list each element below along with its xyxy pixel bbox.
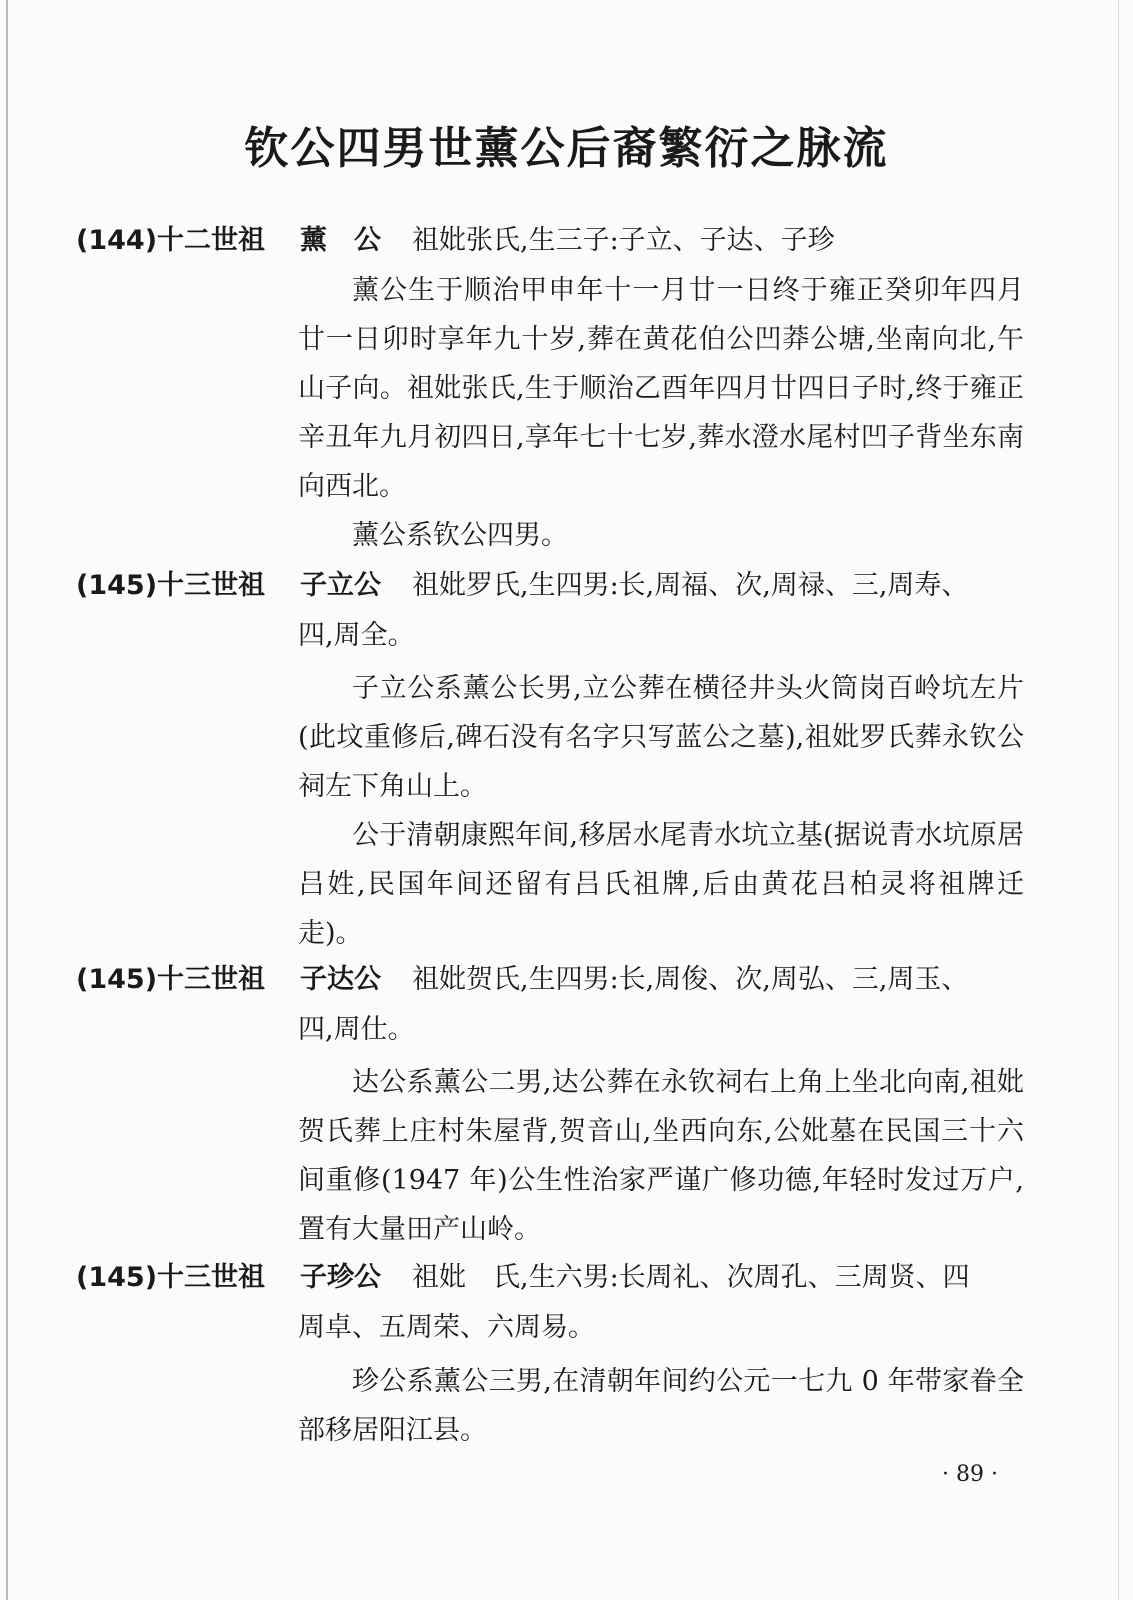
entry-paragraph: 珍公系薰公三男,在清朝年间约公元一七九 0 年带家眷全部移居阳江县。 [298, 1366, 1024, 1446]
page-title: 钦公四男世薰公后裔繁衍之脉流 [244, 123, 889, 174]
entry-header [76, 955, 1076, 1005]
entry-summary-continued: 周卓、五周荣、六周易。 [298, 1312, 595, 1343]
entry-summary-continued: 四,周全。 [298, 620, 415, 651]
ancestor-name: 薰 公 [300, 225, 381, 256]
entry-paragraph: 公于清朝康熙年间,移居水尾青水坑立基(据说青水坑原居吕姓,民国年间还留有吕氏祖牌,后由黄花吕柏灵将祖牌迁走)。 [298, 820, 1024, 949]
page-number: · 89 · [942, 1462, 998, 1487]
scan-edge [6, 0, 8, 1600]
generation-label: (144)十二世祖 [76, 225, 266, 256]
entry-paragraph: 达公系薰公二男,达公葬在永钦祠右上角上坐北向南,祖妣贺氏葬上庄村朱屋背,贺音山,坐西向东,公妣墓在民国三十六间重修(1947 年)公生性治家严谨广修功德,年轻时发过万户,置有大量田产山岭。 [298, 1067, 1024, 1245]
scan-edge-right [1118, 0, 1119, 1600]
entry-summary: 祖妣罗氏,生四男:长,周福、次,周禄、三,周寿、 [412, 570, 969, 601]
entry-summary: 祖妣贺氏,生四男:长,周俊、次,周弘、三,周玉、 [412, 964, 969, 995]
generation-label: (145)十三世祖 [76, 570, 266, 601]
entry-header [76, 561, 1076, 611]
generation-label: (145)十三世祖 [76, 964, 266, 995]
entry-summary: 祖妣 氏,生六男:长周礼、次周孔、三周贤、四 [412, 1262, 970, 1293]
entry-paragraph: 薰公生于顺治甲申年十一月廿一日终于雍正癸卯年四月廿一日卯时享年九十岁,葬在黄花伯公凹莽公塘,坐南向北,午山子向。祖妣张氏,生于顺治乙酉年四月廿四日子时,终于雍正辛丑年九月初四日,享年七十七岁,葬水澄水尾村凹子背坐东南向西北。 [298, 275, 1024, 502]
entry-header [76, 216, 1076, 266]
entry-paragraph: 薰公系钦公四男。 [352, 520, 568, 551]
entry-header [76, 1253, 1076, 1303]
generation-label: (145)十三世祖 [76, 1262, 266, 1293]
ancestor-name: 子珍公 [300, 1262, 381, 1293]
entry-summary-continued: 四,周仕。 [298, 1014, 415, 1045]
ancestor-name: 子达公 [300, 964, 381, 995]
entry-summary: 祖妣张氏,生三子:子立、子达、子珍 [412, 225, 835, 256]
ancestor-name: 子立公 [300, 570, 381, 601]
entry-paragraph: 子立公系薰公长男,立公葬在横径井头火筒岗百岭坑左片(此坟重修后,碑石没有名字只写蓝公之墓),祖妣罗氏葬永钦公祠左下角山上。 [298, 673, 1024, 802]
